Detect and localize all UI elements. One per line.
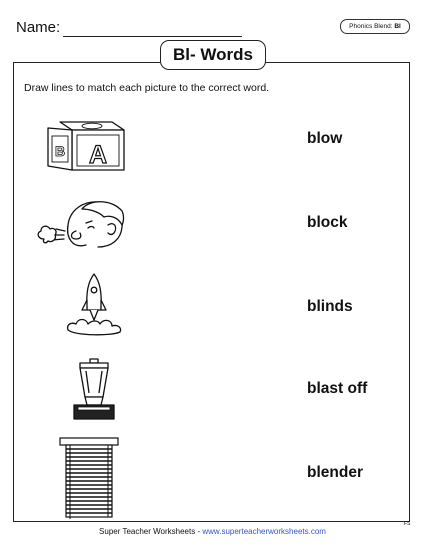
footer bbox=[0, 527, 425, 536]
blender-icon bbox=[70, 357, 118, 423]
page-code: FS bbox=[404, 521, 411, 527]
phonics-blend-label: Phonics Blend: bbox=[349, 23, 395, 30]
word-block: block bbox=[307, 214, 348, 231]
phonics-blend-value: Bl bbox=[394, 23, 401, 30]
window-blinds-icon bbox=[58, 437, 120, 521]
footer-separator: - bbox=[195, 527, 203, 536]
footer-url[interactable]: www.superteacherworksheets.com bbox=[202, 527, 326, 536]
phonics-blend-tag bbox=[340, 19, 410, 34]
rocket-blast-off-icon bbox=[62, 270, 126, 340]
worksheet-title: Bl- Words bbox=[160, 40, 266, 70]
word-blinds: blinds bbox=[307, 298, 353, 315]
block-letter-side: B bbox=[54, 143, 66, 159]
name-label: Name: bbox=[16, 19, 61, 36]
blowing-face-icon bbox=[32, 195, 132, 257]
word-blender: blender bbox=[307, 464, 363, 481]
instructions: Draw lines to match each picture to the correct word. bbox=[24, 82, 270, 94]
word-blow: blow bbox=[307, 130, 343, 147]
alphabet-block-icon bbox=[44, 118, 130, 178]
footer-brand: Super Teacher Worksheets bbox=[99, 527, 196, 536]
word-blast-off: blast off bbox=[307, 380, 368, 397]
name-write-line bbox=[63, 36, 242, 37]
block-letter-front: A bbox=[88, 141, 108, 169]
